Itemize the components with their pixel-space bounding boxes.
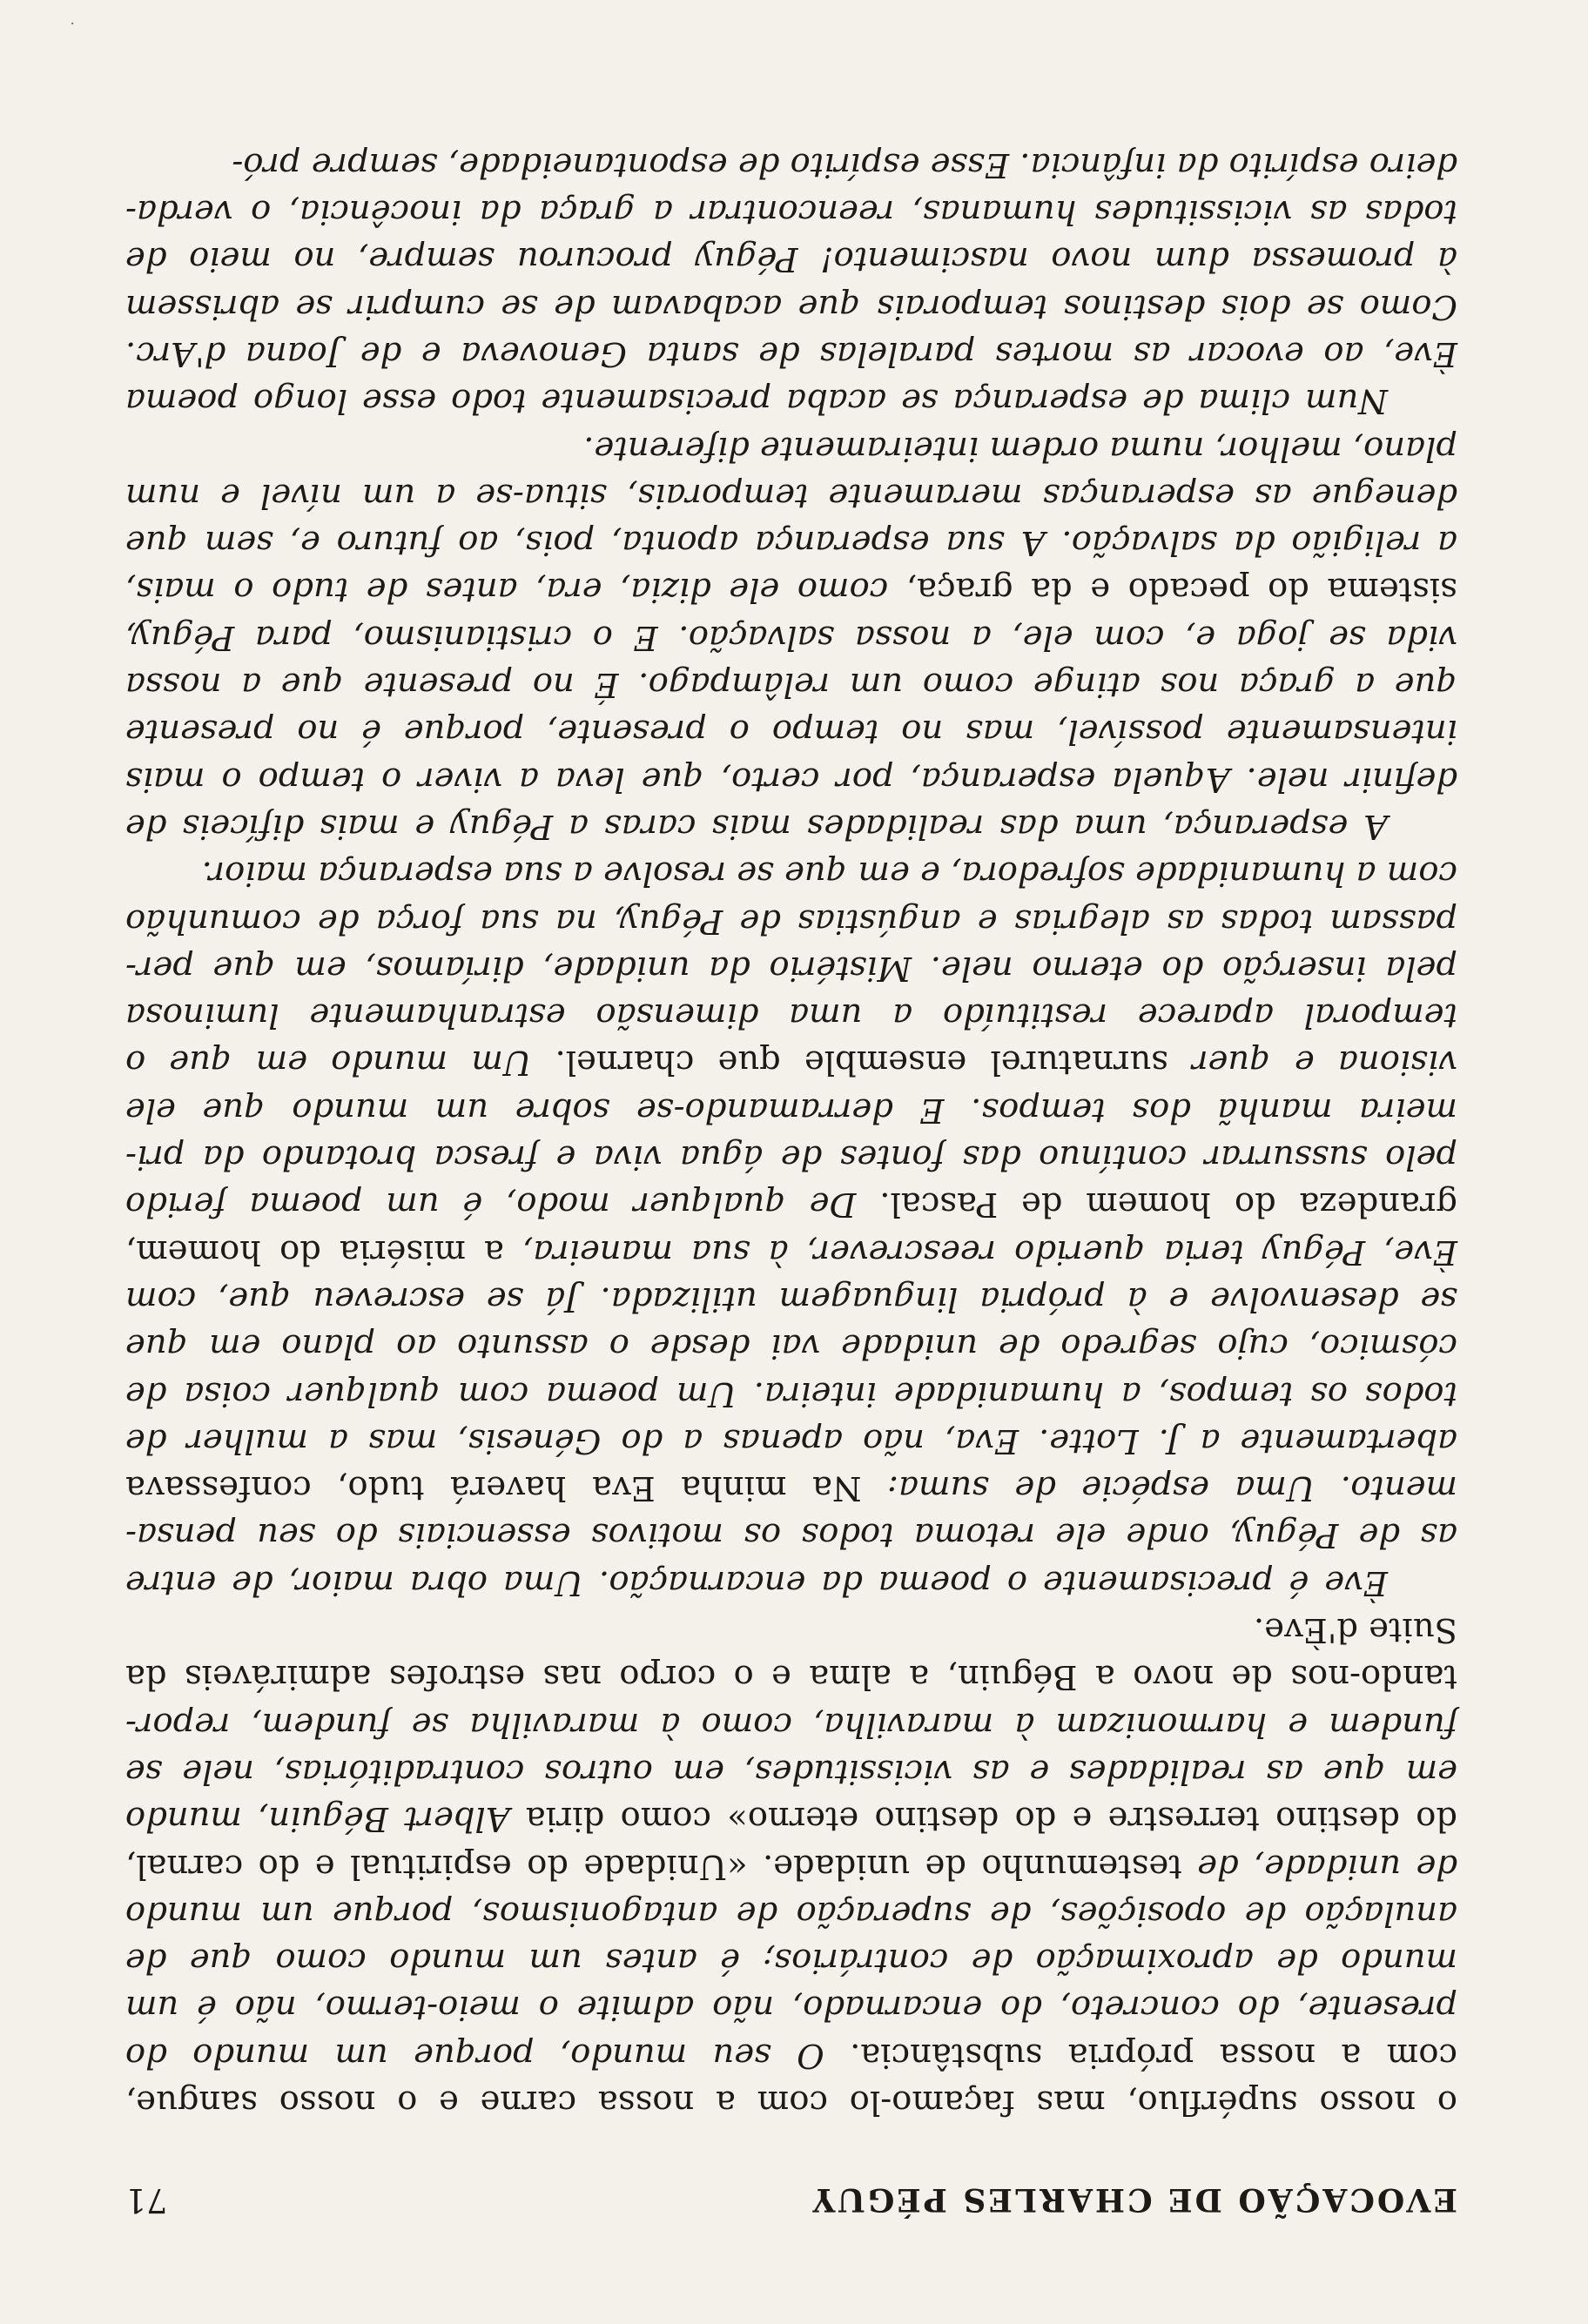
italic-run: que a graça nos atinge como um relâmpago. É no presente que a nossa (125, 665, 1457, 705)
italic-run: de unidade, de (1181, 1846, 1457, 1886)
text-line (125, 850, 1457, 897)
text-line (125, 1038, 1457, 1085)
text-line (125, 1369, 1457, 1416)
roman-run: o nosso supérfluo, mas façamo-lo com a nossa carne e o nosso sangue, (125, 2083, 1457, 2122)
italic-run: abertamente a J. Lotte. Eva, não apenas a do Génesis, mas a mulher de (125, 1421, 1457, 1461)
text-line (125, 1133, 1457, 1180)
body-text (125, 141, 1457, 2126)
italic-run: A esperança, uma das realidades mais caras a Péguy e mais difíceis de (125, 806, 1388, 846)
italic-run: Albert Béguin, mundo (124, 1799, 510, 1839)
text-line (125, 1511, 1457, 1558)
roman-run: grandeza do homem de Pascal. (856, 1185, 1457, 1225)
roman-run: do destino terrestre e do destino eterno» como diria (509, 1799, 1457, 1839)
italic-run: meira manhã dos tempos. E derramando-se sobre um mundo que ele (125, 1090, 1457, 1130)
roman-run: surnaturel ensemble que charnel. (531, 1043, 1168, 1083)
text-line (125, 2079, 1457, 2126)
italic-run: definir nele. Aquela esperança, por certo, que leva a viver o tempo o mais (125, 759, 1457, 799)
italic-run: Ève é precisamente o poema da encarnação. Uma obra maior, de entre (125, 1562, 1388, 1602)
italic-run: pela inserção do eterno nele. Mistério da unidade, diríamos, em que per- (125, 948, 1457, 988)
roman-run: com a nossa própria substância. (824, 2035, 1457, 2075)
italic-run: cósmico, cujo segredo de unidade vai desde o assunto ao plano em que (125, 1327, 1457, 1367)
text-line (125, 1984, 1457, 2031)
roman-run: Suite d'Ève. (1253, 1610, 1457, 1650)
text-line (125, 141, 1457, 188)
text-line (125, 1606, 1457, 1653)
page-number: 71 (125, 2181, 168, 2220)
italic-run: visiona e quer (1167, 1043, 1457, 1083)
text-line (125, 566, 1457, 613)
text-line (125, 1842, 1457, 1889)
text-line (125, 755, 1457, 802)
text-line (125, 1227, 1457, 1274)
text-line (125, 1464, 1457, 1511)
text-line (125, 991, 1457, 1038)
text-line (125, 1890, 1457, 1937)
text-line (125, 1653, 1457, 1700)
text-line (125, 1417, 1457, 1464)
text-line (125, 803, 1457, 850)
italic-run: Como se dois destinos temporais que acabavam de se cumprir se abrissem (125, 286, 1457, 326)
italic-run: mento. Uma espécie de suma: (861, 1468, 1457, 1508)
paragraph-1 (125, 1606, 1457, 2126)
paragraph-4 (125, 141, 1457, 425)
italic-run: à promessa dum novo nascimento! Péguy procurou sempre, no meio de (125, 239, 1457, 279)
running-header (125, 2181, 1457, 2220)
italic-run: presente, do concreto, do encarnado, não admite o meio-termo, não é um (125, 1988, 1457, 2028)
text-line (125, 1275, 1457, 1322)
italic-run: De qualquer modo, é um poema ferido (125, 1185, 857, 1225)
text-line (125, 1748, 1457, 1795)
italic-run: pelo sussurrar contínuo das fontes de água viva e fresca brotando da pri- (125, 1138, 1457, 1178)
roman-run: tando-nos de novo a Béguin, a alma e o corpo nas estrofes admiráveis da (125, 1657, 1457, 1697)
italic-run: O seu mundo, porque um mundo do (125, 2035, 824, 2075)
text-line (125, 1937, 1457, 1984)
running-title: EVOCAÇÃO DE CHARLES PÉGUY (810, 2181, 1457, 2218)
text-line (125, 330, 1457, 377)
text-line (125, 944, 1457, 991)
text-line (125, 424, 1457, 471)
text-line (125, 472, 1457, 519)
italic-run: vida se joga e, com ele, a nossa salvação. E o cristianismo, para Péguy, (125, 617, 1457, 657)
paragraph-3 (125, 424, 1457, 850)
italic-run: se desenvolve e à própria linguagem utilizada. Já se escreveu que, com (125, 1279, 1457, 1319)
italic-run: Ève, ao evocar as mortes paralelas de santa Genoveva e de Joana d'Arc. (125, 334, 1457, 374)
text-line (125, 1085, 1457, 1132)
text-line (125, 614, 1457, 661)
italic-run: Num clima de esperança se acaba precisamente todo esse longo poema (125, 381, 1388, 421)
text-line (125, 661, 1457, 708)
text-line (125, 519, 1457, 566)
italic-run: com a humanidade sofredora, e em que se resolve a sua esperança maior. (201, 854, 1457, 894)
margin-mark: . (70, 18, 75, 37)
italic-run: deiro espírito da infância. Esse espírito de espontaneidade, sempre pró- (232, 144, 1457, 185)
italic-run: plano, melhor, numa ordem inteiramente diferente. (583, 428, 1457, 468)
italic-run: mundo de aproximação de contrários; é antes um mundo como que de (125, 1941, 1457, 1981)
text-line (125, 1180, 1457, 1227)
text-line (125, 708, 1457, 755)
italic-run: Ève, Péguy teria querido reescrever, à sua maneira, (504, 1232, 1457, 1272)
text-line (125, 235, 1457, 282)
italic-run: todos os tempos, a humanidade inteira. Um poema com qualquer coisa de (125, 1374, 1457, 1414)
text-line (125, 1795, 1457, 1842)
roman-run: testemunho de unidade. «Unidade do espiritual e do carnal, (124, 1846, 1182, 1886)
text-line (125, 282, 1457, 329)
italic-run: temporal aparece restituído a uma dimensão estranhamente luminosa (125, 996, 1457, 1036)
text-line (125, 2031, 1457, 2078)
text-line (125, 897, 1457, 944)
italic-run: Um mundo em que o (125, 1043, 532, 1083)
text-line (125, 1558, 1457, 1605)
italic-run: a religião da salvação. A sua esperança aponta, pois, ao futuro e, sem que (125, 523, 1457, 563)
italic-run: em que as realidades e as vicissitudes, em outros contraditórias, nele se (125, 1751, 1457, 1791)
text-line (125, 188, 1457, 235)
italic-run: como ele dizia, era, antes de tudo o mais, (125, 570, 889, 610)
italic-run: anulação de oposições, de superação de antagonismos, porque um mundo (125, 1893, 1457, 1933)
paragraph-2 (125, 850, 1457, 1606)
roman-run: Na minha Eva haverá tudo, confessava (125, 1468, 862, 1508)
italic-run: intensamente possível, mas no tempo o presente, porque é no presente (125, 712, 1457, 752)
roman-run: a miséria do homem, (125, 1232, 504, 1272)
italic-run: todas as vicissitudes humanas, reencontrar a graça da inocência, o verda- (125, 192, 1457, 232)
italic-run: fundem e harmonizam à maravilha, como à maravilha se fundem, repor- (125, 1704, 1457, 1744)
italic-run: denegue as esperanças meramente temporais, situa-se a um nível e num (125, 475, 1457, 515)
text-line (125, 1322, 1457, 1369)
text-line (125, 1700, 1457, 1747)
text-line (125, 377, 1457, 424)
roman-run: sistema do pecado e da graça, (888, 570, 1457, 610)
italic-run: passam todas as alegrias e angústias de Péguy, na sua força de comunhão (125, 901, 1457, 941)
italic-run: as de Péguy, onde ele retoma todos os motivos essenciais do seu pensa- (125, 1515, 1457, 1555)
